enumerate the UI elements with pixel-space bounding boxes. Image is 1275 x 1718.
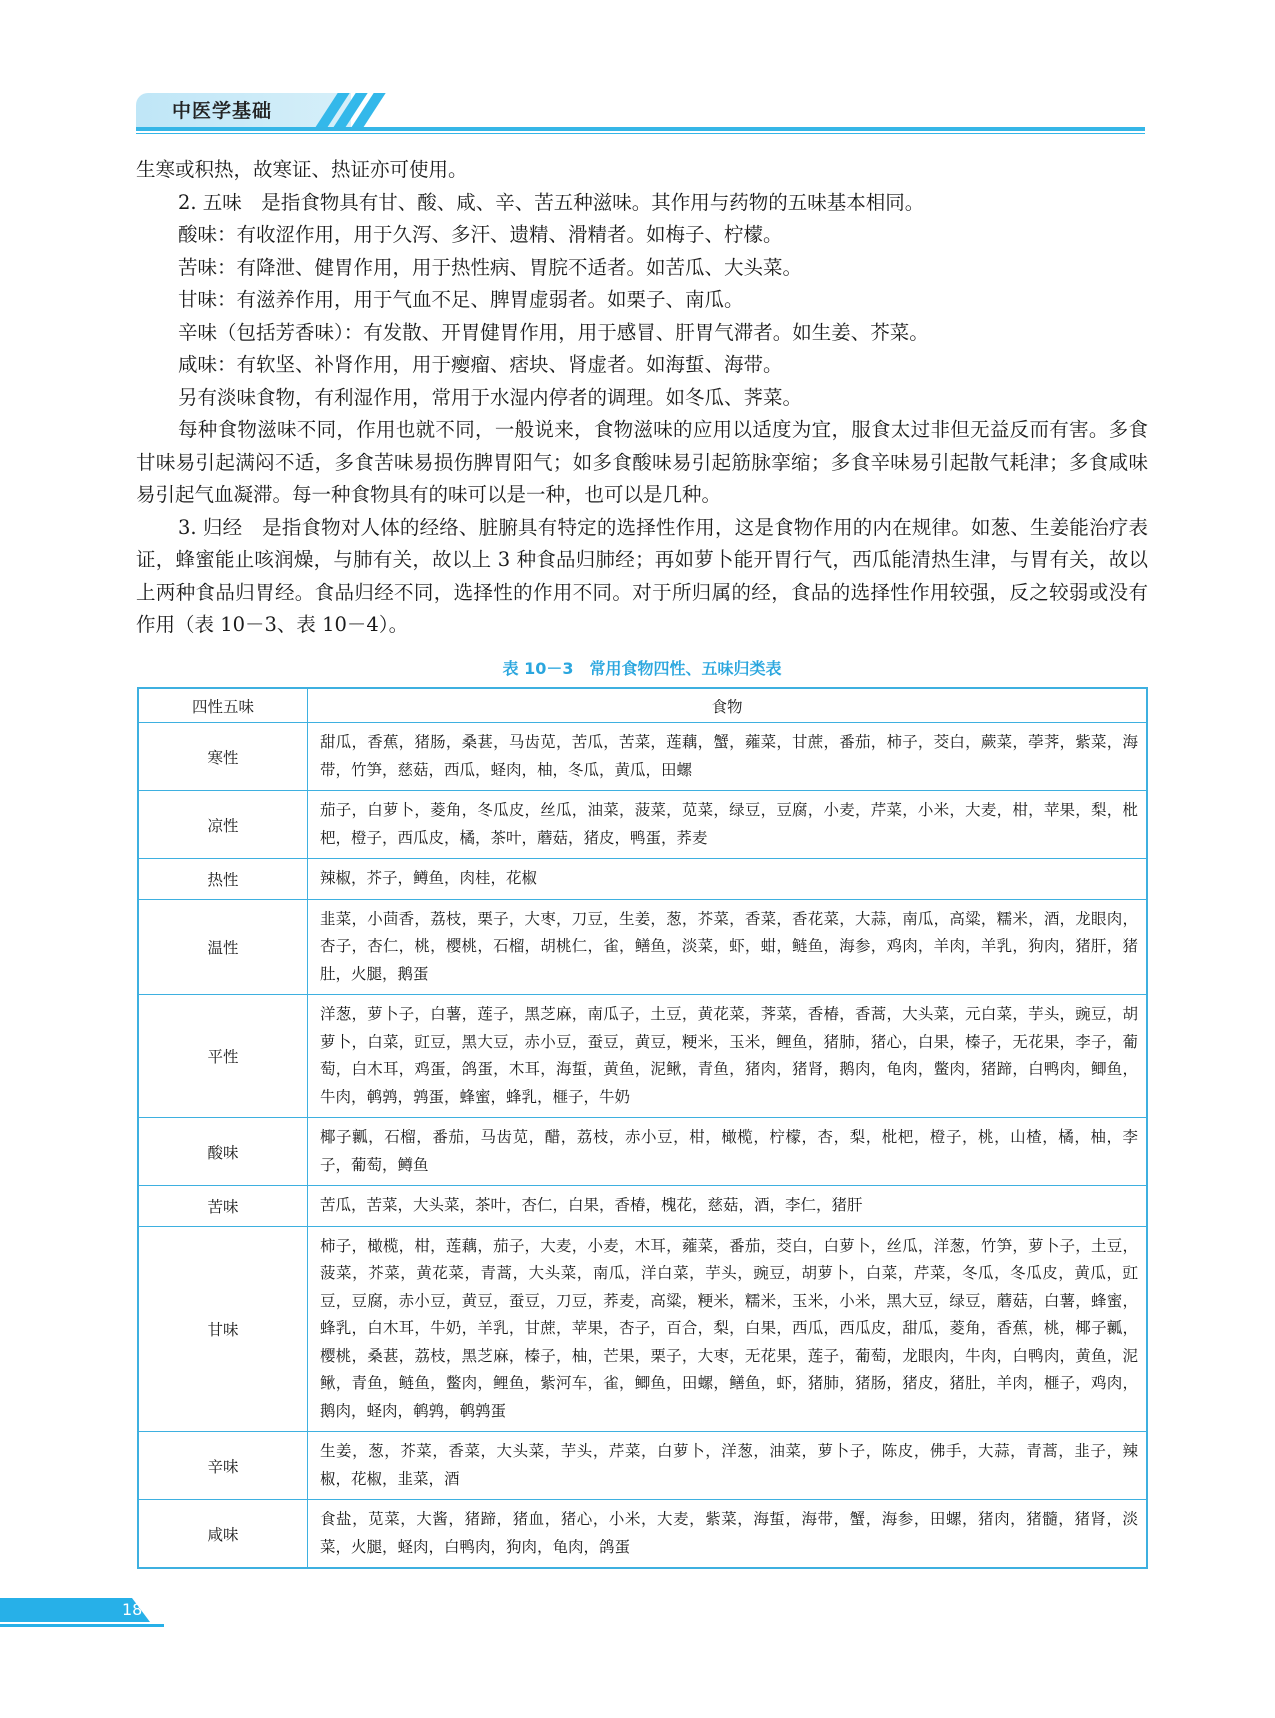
table-header-row (138, 688, 1147, 723)
category-cell: 酸味 (138, 1118, 308, 1186)
table-row (138, 995, 1147, 1118)
category-cell: 热性 (138, 859, 308, 900)
foods-cell: 生姜，葱，芥菜，香菜，大头菜，芋头，芹菜，白萝卜，洋葱，油菜，萝卜子，陈皮，佛手，大蒜，青蒿，韭子，辣椒，花椒，韭菜，酒 (308, 1432, 1148, 1500)
footer-rule (0, 1624, 164, 1627)
table-row (138, 1118, 1147, 1186)
foods-cell: 茄子，白萝卜，菱角，冬瓜皮，丝瓜，油菜，菠菜，苋菜，绿豆，豆腐，小麦，芹菜，小米，大麦，柑，苹果，梨，枇杷，橙子，西瓜皮，橘，茶叶，蘑菇，猪皮，鸭蛋，荞麦 (308, 791, 1148, 859)
food-classification-table (137, 687, 1148, 1569)
category-cell: 咸味 (138, 1500, 308, 1569)
foods-cell: 柿子，橄榄，柑，莲藕，茄子，大麦，小麦，木耳，蕹菜，番茄，茭白，白萝卜，丝瓜，洋葱，竹笋，萝卜子，土豆，菠菜，芥菜，黄花菜，青蒿，大头菜，南瓜，洋白菜，芋头，豌豆，胡萝卜，白菜，芹菜，冬瓜，冬瓜皮，黄瓜，豇豆，豆腐，赤小豆，黄豆，蚕豆，刀豆，荞麦，高粱，粳米，糯米，玉米，小米，黑大豆，绿豆，蘑菇，白薯，蜂蜜，蜂乳，白木耳，牛奶，羊乳，甘蔗，苹果，杏子，百合，梨，白果，西瓜，西瓜皮，甜瓜，菱角，香蕉，桃，椰子瓤，樱桃，桑葚，荔枝，黑芝麻，榛子，柚，芒果，栗子，大枣，无花果，莲子，葡萄，龙眼肉，牛肉，白鸭肉，黄鱼，泥鳅，青鱼，鲢鱼，鳖肉，鲤鱼，紫河车，雀，鲫鱼，田螺，鳝鱼，虾，猪肺，猪肠，猪皮，猪肚，羊肉，榧子，鸡肉，鹅肉，蛏肉，鹌鹑，鹌鹑蛋 (308, 1226, 1148, 1432)
table-row (138, 1226, 1147, 1432)
foods-cell: 洋葱，萝卜子，白薯，莲子，黑芝麻，南瓜子，土豆，黄花菜，荠菜，香椿，香蒿，大头菜，元白菜，芋头，豌豆，胡萝卜，白菜，豇豆，黑大豆，赤小豆，蚕豆，黄豆，粳米，玉米，鲤鱼，猪肺，猪心，白果，榛子，无花果，李子，葡萄，白木耳，鸡蛋，鸽蛋，木耳，海蜇，黄鱼，泥鳅，青鱼，猪肉，猪肾，鹅肉，龟肉，鳖肉，猪蹄，白鸭肉，鲫鱼，牛肉，鹌鹑，鹑蛋，蜂蜜，蜂乳，榧子，牛奶 (308, 995, 1148, 1118)
body-text (136, 154, 1148, 642)
table-row (138, 859, 1147, 900)
paragraph: 3. 归经 是指食物对人体的经络、脏腑具有特定的选择性作用，这是食物作用的内在规律。如葱、生姜能治疗表证，蜂蜜能止咳润燥，与肺有关，故以上 3 种食品归肺经；再如萝卜能开胃行气，西瓜能清热生津，与胃有关，故以上两种食品归胃经。食品归经不同，选择性的作用不同。对于所归属的经，食品的选择性作用较强，反之较弱或没有作用（表 10－3、表 10－4）。 (136, 515, 1148, 636)
table-caption: 表 10－3 常用食物四性、五味归类表 (502, 659, 782, 678)
paragraph: 咸味：有软坚、补肾作用，用于瘿瘤、痞块、肾虚者。如海蜇、海带。 (178, 353, 783, 376)
foods-cell: 椰子瓤，石榴，番茄，马齿苋，醋，荔枝，赤小豆，柑，橄榄，柠檬，杏，梨，枇杷，橙子，桃，山楂，橘，柚，李子，葡萄，鳟鱼 (308, 1118, 1148, 1186)
paragraph: 甘味：有滋养作用，用于气血不足、脾胃虚弱者。如栗子、南瓜。 (178, 288, 744, 311)
column-header-category: 四性五味 (138, 688, 308, 723)
table-row (138, 899, 1147, 995)
foods-cell: 甜瓜，香蕉，猪肠，桑葚，马齿苋，苦瓜，苦菜，莲藕，蟹，蕹菜，甘蔗，番茄，柿子，茭白，蕨菜，荸荠，紫菜，海带，竹笋，慈菇，西瓜，蛏肉，柚，冬瓜，黄瓜，田螺 (308, 723, 1148, 791)
paragraph: 2. 五味 是指食物具有甘、酸、咸、辛、苦五种滋味。其作用与药物的五味基本相同。 (178, 190, 925, 214)
category-cell: 温性 (138, 899, 308, 995)
table-row (138, 791, 1147, 859)
paragraph: 生寒或积热，故寒证、热证亦可使用。 (136, 158, 468, 181)
table-row (138, 1500, 1147, 1569)
header-rule (136, 127, 1145, 131)
category-cell: 平性 (138, 995, 308, 1118)
foods-cell: 韭菜，小茴香，荔枝，栗子，大枣，刀豆，生姜，葱，芥菜，香菜，香花菜，大蒜，南瓜，高粱，糯米，酒，龙眼肉，杏子，杏仁，桃，樱桃，石榴，胡桃仁，雀，鳝鱼，淡菜，虾，蚶，鲢鱼，海参，鸡肉，羊肉，羊乳，狗肉，猪肝，猪肚，火腿，鹅蛋 (308, 899, 1148, 995)
page-number: 180 (122, 1600, 153, 1619)
table-row (138, 1432, 1147, 1500)
paragraph: 每种食物滋味不同，作用也就不同，一般说来，食物滋味的应用以适度为宜，服食太过非但无益反而有害。多食甘味易引起满闷不适，多食苦味易损伤脾胃阳气；如多食酸味易引起筋脉挛缩；多食辛味易引起散气耗津；多食咸味易引起气血凝滞。每一种食物具有的味可以是一种，也可以是几种。 (136, 418, 1148, 506)
table-row (138, 1186, 1147, 1227)
category-cell: 甘味 (138, 1226, 308, 1432)
paragraph: 苦味：有降泄、健胃作用，用于热性病、胃脘不适者。如苦瓜、大头菜。 (178, 255, 803, 279)
foods-cell: 食盐，苋菜，大酱，猪蹄，猪血，猪心，小米，大麦，紫菜，海蜇，海带，蟹，海参，田螺，猪肉，猪髓，猪肾，淡菜，火腿，蛏肉，白鸭肉，狗肉，龟肉，鸽蛋 (308, 1500, 1148, 1569)
category-cell: 辛味 (138, 1432, 308, 1500)
category-cell: 寒性 (138, 723, 308, 791)
book-title: 中医学基础 (172, 100, 273, 122)
paragraph: 辛味（包括芳香味）：有发散、开胃健胃作用，用于感冒、肝胃气滞者。如生姜、芥菜。 (178, 320, 929, 344)
foods-cell: 苦瓜，苦菜，大头菜，茶叶，杏仁，白果，香椿，槐花，慈菇，酒，李仁，猪肝 (308, 1186, 1148, 1227)
table-row (138, 723, 1147, 791)
column-header-foods: 食物 (308, 688, 1148, 723)
paragraph: 酸味：有收涩作用，用于久泻、多汗、遗精、滑精者。如梅子、柠檬。 (178, 223, 783, 246)
header-rule-thin (136, 133, 1145, 134)
category-cell: 苦味 (138, 1186, 308, 1227)
foods-cell: 辣椒，芥子，鳟鱼，肉桂，花椒 (308, 859, 1148, 900)
category-cell: 凉性 (138, 791, 308, 859)
page-header (136, 93, 1145, 133)
paragraph: 另有淡味食物，有利湿作用，常用于水湿内停者的调理。如冬瓜、荠菜。 (178, 385, 803, 409)
